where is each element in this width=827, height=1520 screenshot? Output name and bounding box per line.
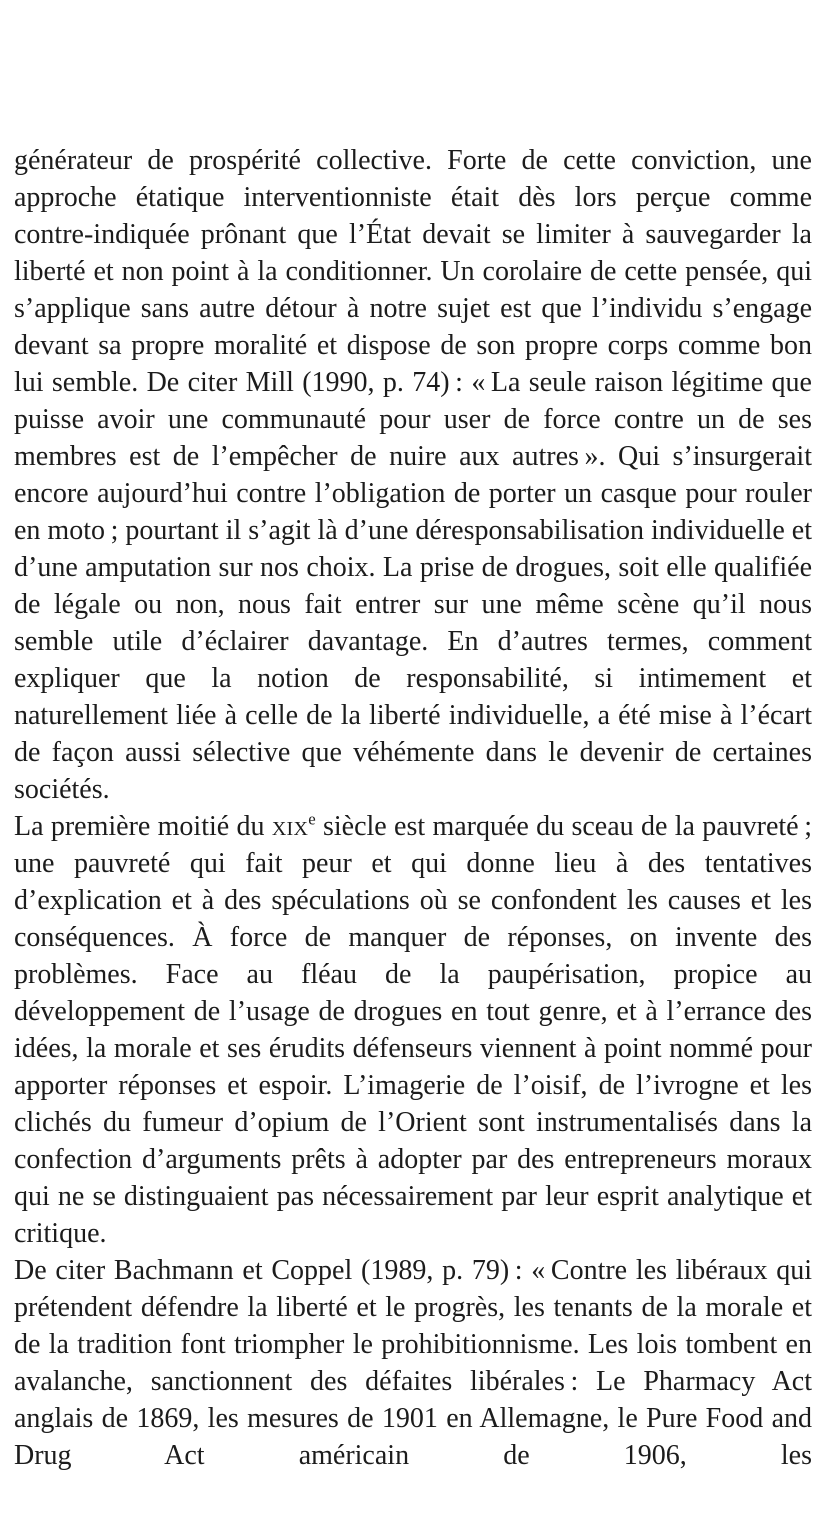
text-segment: De citer Bachmann et Coppel (1989, p. 79) : « Contre les libéraux qui prétendent défendre la liberté et le progrès, les tenants de la morale et de la tradition font triompher le prohibitionnisme. Les lois tombent en avalanche, sanctionnent des défaites libérales : Le Pharmacy Act anglais de 1869, les mesures de 1901 en Allemagne, le Pure Food and Drug Act américain de 1906, les	[14, 1255, 812, 1471]
text-segment: La première moitié du	[14, 811, 272, 842]
paragraph	[14, 808, 812, 1252]
paragraph	[14, 1252, 812, 1474]
text-segment: générateur de prospérité collective. Forte de cette conviction, une approche étatique interventionniste était dès lors perçue comme contre-indiquée prônant que l’État devait se limiter à sauvegarder la liberté et non point à la conditionner. Un corolaire de cette pensée, qui s’applique sans autre détour à notre sujet est que l’individu s’engage devant sa propre moralité et dispose de son propre corps comme bon lui semble. De citer Mill (1990, p. 74) : « La seule raison légitime que puisse avoir une communauté pour user de force contre un de ses membres est de l’empêcher de nuire aux autres ». Qui s’insurgerait encore aujourd’hui contre l’obligation de porter un casque pour rouler en moto ; pourtant il s’agit là d’une déresponsabilisation individuelle et d’une amputation sur nos choix. La prise de drogues, soit elle qualifiée de légale ou non, nous fait entrer sur une même scène qu’il nous semble utile d’éclairer davantage. En d’autres termes, comment expliquer que la notion de responsabilité, si intimement et naturellement liée à celle de la liberté individuelle, a été mise à l’écart de façon aussi sélective que véhémente dans le devenir de certaines sociétés.	[14, 145, 812, 805]
text-segment: siècle est marquée du sceau de la pauvreté ; une pauvreté qui fait peur et qui donne lieu à des tentatives d’explication et à des spéculations où se confondent les causes et les conséquences. À force de manquer de réponses, on invente des problèmes. Face au fléau de la paupérisation, propice au développement de l’usage de drogues en tout genre, et à l’errance des idées, la morale et ses érudits défenseurs viennent à point nommé pour apporter réponses et espoir. L’imagerie de l’oisif, de l’ivrogne et les clichés du fumeur d’opium de l’Orient sont instrumentalisés dans la confection d’arguments prêts à adopter par des entrepreneurs moraux qui ne se distinguaient pas nécessairement par leur esprit analytique et critique.	[14, 811, 812, 1249]
paragraph	[14, 142, 812, 808]
text-segment: e	[308, 809, 316, 829]
text-segment: xix	[271, 811, 309, 842]
page-text-block	[14, 142, 812, 1474]
